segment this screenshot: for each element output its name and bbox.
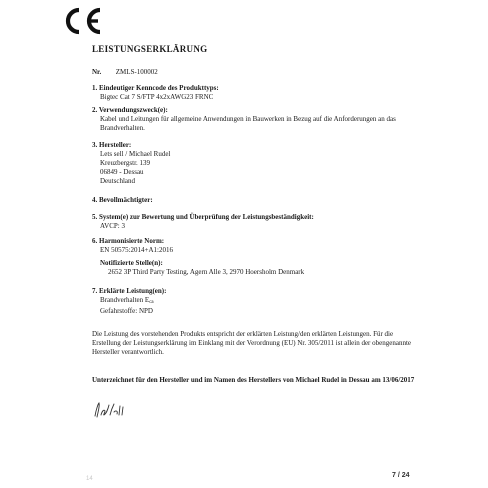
section-heading: 7. Erklärte Leistung(en): bbox=[92, 287, 167, 295]
product-code: Bigtec Cat 7 S/FTP 4x2xAWG23 FRNC bbox=[100, 93, 214, 101]
page-indicator: 7 / 24 bbox=[392, 472, 410, 479]
manufacturer-city: 06849 - Dessau bbox=[100, 168, 144, 176]
manufacturer-name: Lets sell / Michael Rudel bbox=[100, 150, 171, 158]
document-title: LEISTUNGSERKLÄRUNG bbox=[92, 44, 208, 54]
ce-mark-icon bbox=[60, 6, 104, 36]
section-heading: 3. Hersteller: bbox=[92, 141, 132, 149]
hazardous-substances: Gefahrstoffe: NPD bbox=[100, 307, 153, 315]
fire-behaviour: Brandverhalten $E_{ca}$ bbox=[100, 296, 154, 305]
notified-body-value: 2652 3P Third Party Testing, Agern Alle 3, 2970 Hoersholm Denmark bbox=[108, 268, 305, 276]
responsibility-statement: Die Leistung des vorstehenden Produkts entspricht der erklärten Leistung/den erklärten Leistungen. Für die Erstellung der Leistungserklärung im Einklang mit der Verordnung (EU) Nr. 305/2011 ist allein der obengenannte Hersteller verantwortlich. bbox=[92, 330, 412, 356]
manufacturer-street: Kreuzbergstr. 139 bbox=[100, 159, 151, 167]
section-harmonised-standard bbox=[92, 237, 422, 277]
section-heading: 4. Bevollmächtigter: bbox=[92, 196, 153, 204]
section-heading: 6. Harmonisierte Norm: bbox=[92, 237, 165, 245]
section-heading: 1. Eindeutiger Kenncode des Produkttyps: bbox=[92, 84, 219, 92]
section-heading: 2. Verwendungszweck(e): bbox=[92, 106, 168, 114]
signature-image bbox=[92, 400, 132, 420]
section-representative bbox=[92, 196, 422, 205]
section-avcp bbox=[92, 213, 422, 231]
number-label: Nr. bbox=[92, 68, 102, 76]
standard-value: EN 50575:2014+A1:2016 bbox=[100, 246, 173, 254]
section-intended-use bbox=[92, 106, 422, 133]
section-declared-performance bbox=[92, 287, 422, 316]
section-heading: 5. System(e) zur Bewertung und Überprüfung der Leistungsbeständigkeit: bbox=[92, 213, 314, 221]
section-manufacturer bbox=[92, 141, 422, 186]
intended-use-text: Kabel und Leitungen für allgemeine Anwendungen in Bauwerken in Bezug auf die Anforderungen an das Brandverhalten. bbox=[100, 115, 396, 132]
section-product-type bbox=[92, 84, 422, 102]
avcp-value: AVCP: 3 bbox=[100, 222, 125, 230]
signed-statement: Unterzeichnet für den Hersteller und im Namen des Herstellers von Michael Rudel in Dessau am 13/06/2017 bbox=[92, 376, 415, 384]
declaration-number bbox=[92, 68, 158, 76]
manufacturer-country: Deutschland bbox=[100, 177, 135, 185]
number-value: ZMLS-100002 bbox=[115, 68, 158, 76]
notified-body-heading: Notifizierte Stelle(n): bbox=[100, 259, 163, 267]
footer-left-number: 14 bbox=[86, 476, 93, 482]
